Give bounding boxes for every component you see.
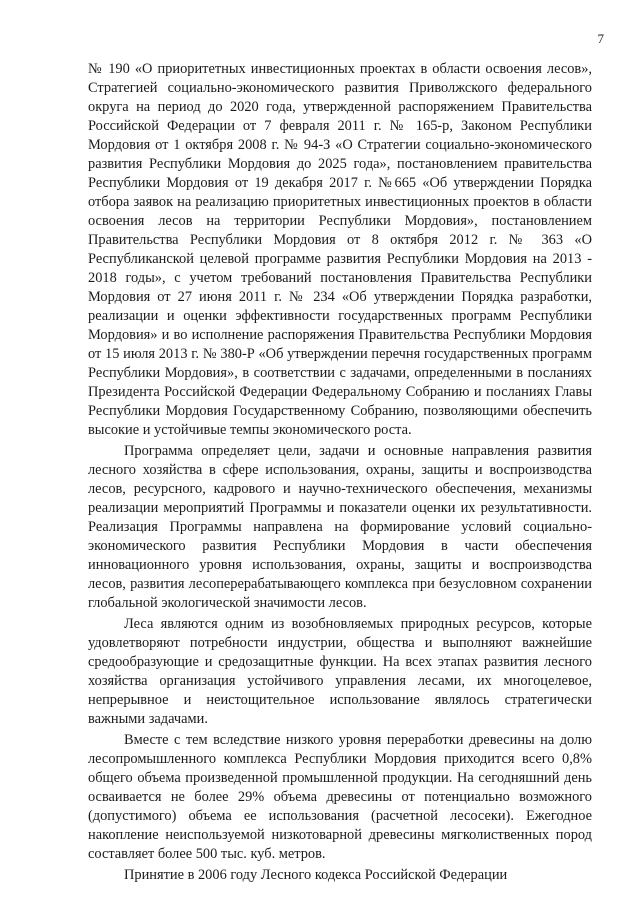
paragraph-wood-processing: Вместе с тем вследствие низкого уровня переработки древесины на долю лесопромышленного комплекса Республики Мордовия приходится всего 0,8% общего объема произведенной промышленной продукции. На сегодняшний день осваивается не более 29% объема древесины от потенциально возможного (допустимого) объема ее использования (расчетной лесосеки). Ежегодное накопление неиспользуемой низкотоварной древесины мягколиственных пород составляет более 500 тыс. куб. метров. [88, 732, 592, 862]
paragraph-forest-resources: Леса являются одним из возобновляемых природных ресурсов, которые удовлетворяют потребности индустрии, общества и выполняют важнейшие средообразующие и средозащитные функции. На всех этапах развития лесного хозяйства организация устойчивого управления лесами, их многоцелевое, непрерывное и неистощительное использование являлось стратегически важными задачами. [88, 616, 592, 727]
page-number: 7 [597, 31, 604, 46]
paragraph-legal-basis: № 190 «О приоритетных инвестиционных проектах в области освоения лесов», Стратегией социально-экономического развития Приволжского федерального округа на период до 2020 года, утвержденной распоряжением Правительства Российской Федерации от 7 февраля 2011 г. № 165-р, Законом Республики Мордовия от 1 октября 2008 г. № 94-З «О Стратегии социально-экономического развития Республики Мордовия до 2025 года», постановлением правительства Республики Мордовия от 19 декабря 2017 г. №665 «Об утверждении Порядка отбора заявок на реализацию приоритетных инвестиционных проектов в области освоения лесов на территории Республики Мордовия», постановлением Правительства Республики Мордовия от 8 октября 2012 г. № 363 «О Республиканской целевой программе развития Республики Мордовия на 2013 - 2018 годы», с учетом требований постановления Правительства Республики Мордовия от 27 июня 2011 г. № 234 «Об утверждении Порядка разработки, реализации и оценки эффективности государственных программ Республики Мордовия» и во исполнение распоряжения Правительства Республики Мордовия от 15 июля 2013 г. № 380-Р «Об утверждении перечня государственных программ Республики Мордовия», в соответствии с задачами, определенными в посланиях Президента Российской Федерации Федеральному Собранию и посланиях Главы Республики Мордовия Государственному Собранию, позволяющими обеспечить высокие и устойчивые темпы экономического роста. [88, 61, 592, 438]
paragraph-forest-code: Принятие в 2006 году Лесного кодекса Российской Федерации [124, 867, 508, 883]
paragraph-program-goals: Программа определяет цели, задачи и основные направления развития лесного хозяйства в сфере использования, охраны, защиты и воспроизводства лесов, ресурсного, кадрового и научно-технического обеспечения, механизмы реализации мероприятий Программы и показатели оценки их результативности. Реализация Программы направлена на формирование условий социально-экономического развития Республики Мордовия в части обеспечения инновационного уровня использования, охраны, защиты и воспроизводства лесов, развития лесоперерабатывающего комплекса при безусловном сохранении глобальной экологической значимости лесов. [88, 443, 592, 611]
document-body [88, 60, 592, 885]
